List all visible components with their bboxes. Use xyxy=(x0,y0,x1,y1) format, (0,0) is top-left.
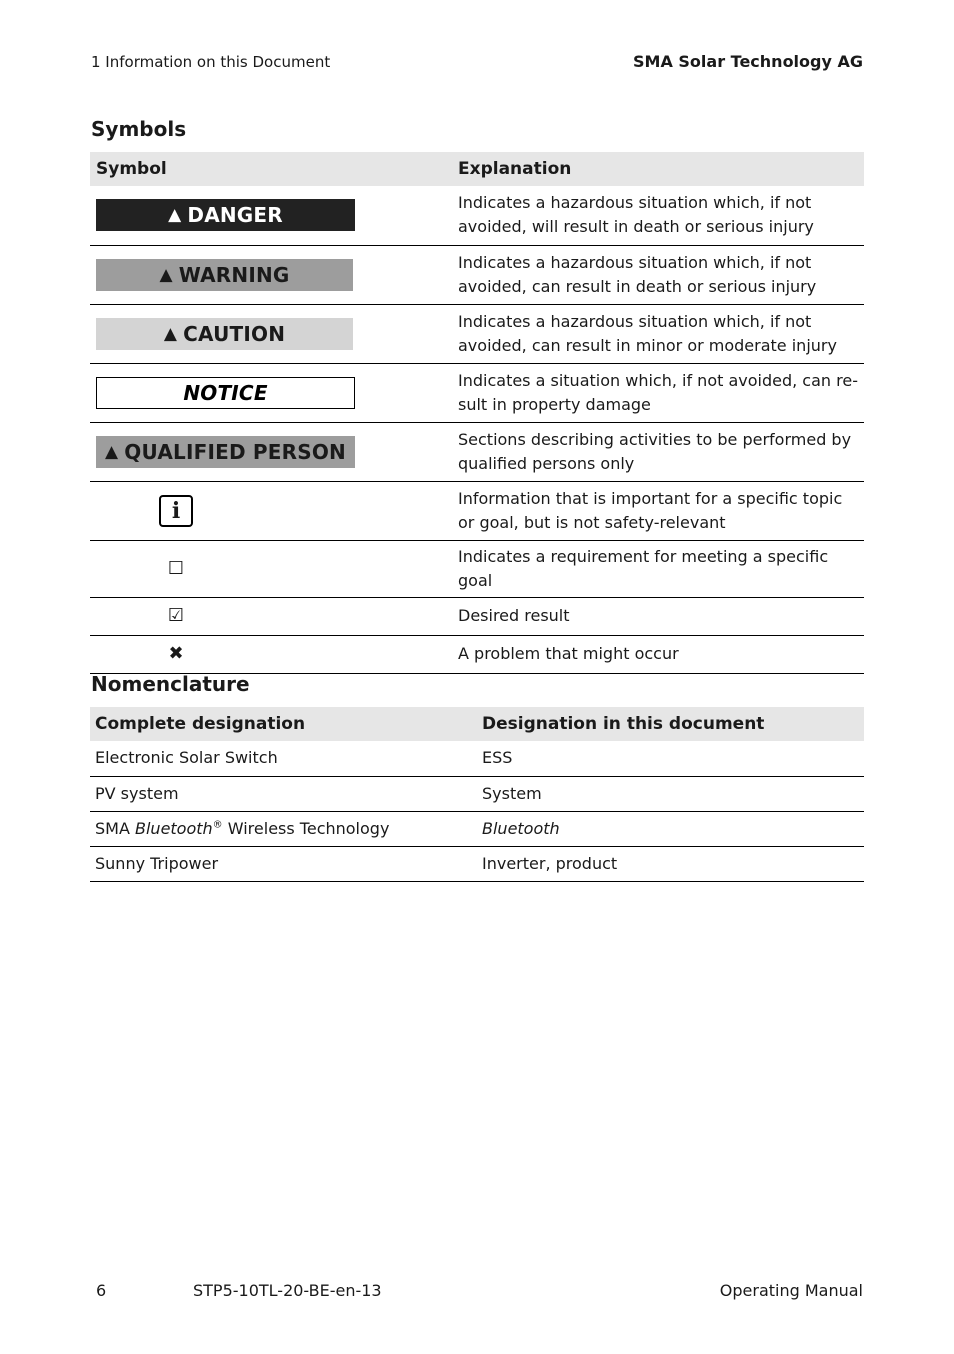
document-designation: Bluetooth xyxy=(477,811,864,846)
symbol-column-header: Symbol xyxy=(90,152,454,186)
explanation-text: Desired result xyxy=(454,597,864,635)
table-row xyxy=(90,811,864,846)
checkbox-empty-icon: ☐ xyxy=(167,557,185,579)
table-row xyxy=(90,635,864,673)
explanation-text: Indicates a hazardous situation which, if not avoided, can result in minor or moderate injury xyxy=(454,304,864,363)
complete-designation-header: Complete designation xyxy=(90,707,477,741)
danger-label: ▲ DANGER xyxy=(96,199,355,231)
manual-type: Operating Manual xyxy=(719,1281,863,1300)
table-row xyxy=(90,304,864,363)
table-row xyxy=(90,186,864,245)
nomenclature-heading: Nomenclature xyxy=(91,672,250,696)
explanation-text: Indicates a hazardous situation which, if not avoided, will result in death or serious injury xyxy=(454,186,864,245)
table-row xyxy=(90,481,864,540)
table-row xyxy=(90,540,864,597)
explanation-text: A problem that might occur xyxy=(454,635,864,673)
explanation-text: Sections describing activities to be performed by qualified persons only xyxy=(454,422,864,481)
info-icon: i xyxy=(159,495,193,527)
explanation-text: Indicates a requirement for meeting a specific goal xyxy=(454,540,864,597)
qualified-person-label: ▲ QUALIFIED PERSON xyxy=(96,436,355,468)
page-number: 6 xyxy=(96,1281,107,1300)
warning-label: ▲ WARNING xyxy=(96,259,353,291)
document-designation: System xyxy=(477,776,864,811)
explanation-text: Information that is important for a specific topic or goal, but is not safety-relevant xyxy=(454,481,864,540)
table-row xyxy=(90,363,864,422)
explanation-column-header: Explanation xyxy=(454,152,864,186)
document-designation-header: Designation in this document xyxy=(477,707,864,741)
document-designation: ESS xyxy=(477,741,864,776)
table-row xyxy=(90,776,864,811)
complete-designation: Sunny Tripower xyxy=(90,846,477,881)
warning-triangle-icon: ▲ xyxy=(163,323,178,344)
complete-designation: SMA Bluetooth® Wireless Technology xyxy=(90,811,477,846)
symbols-table xyxy=(90,152,864,674)
symbols-heading: Symbols xyxy=(91,117,187,141)
warning-triangle-icon: ▲ xyxy=(168,205,182,226)
complete-designation: PV system xyxy=(90,776,477,811)
table-row xyxy=(90,422,864,481)
cross-icon: ✖ xyxy=(168,643,184,664)
explanation-text: Indicates a situation which, if not avoided, can re-sult in property damage xyxy=(454,363,864,422)
explanation-text: Indicates a hazardous situation which, if not avoided, can result in death or serious injury xyxy=(454,245,864,304)
table-row xyxy=(90,245,864,304)
warning-triangle-icon: ▲ xyxy=(159,264,173,285)
checkbox-checked-icon: ☑ xyxy=(167,605,185,626)
table-header-row xyxy=(90,707,864,741)
document-code: STP5-10TL-20-BE-en-13 xyxy=(193,1281,382,1300)
table-row xyxy=(90,597,864,635)
running-header-company: SMA Solar Technology AG xyxy=(633,52,863,71)
table-header-row xyxy=(90,152,864,186)
caution-label: ▲ CAUTION xyxy=(96,318,353,350)
nomenclature-table xyxy=(90,707,864,882)
table-row xyxy=(90,846,864,881)
complete-designation: Electronic Solar Switch xyxy=(90,741,477,776)
document-designation: Inverter, product xyxy=(477,846,864,881)
running-header-section: 1 Information on this Document xyxy=(91,53,331,71)
table-row xyxy=(90,741,864,776)
notice-label: NOTICE xyxy=(96,377,355,409)
warning-triangle-icon: ▲ xyxy=(105,441,119,462)
